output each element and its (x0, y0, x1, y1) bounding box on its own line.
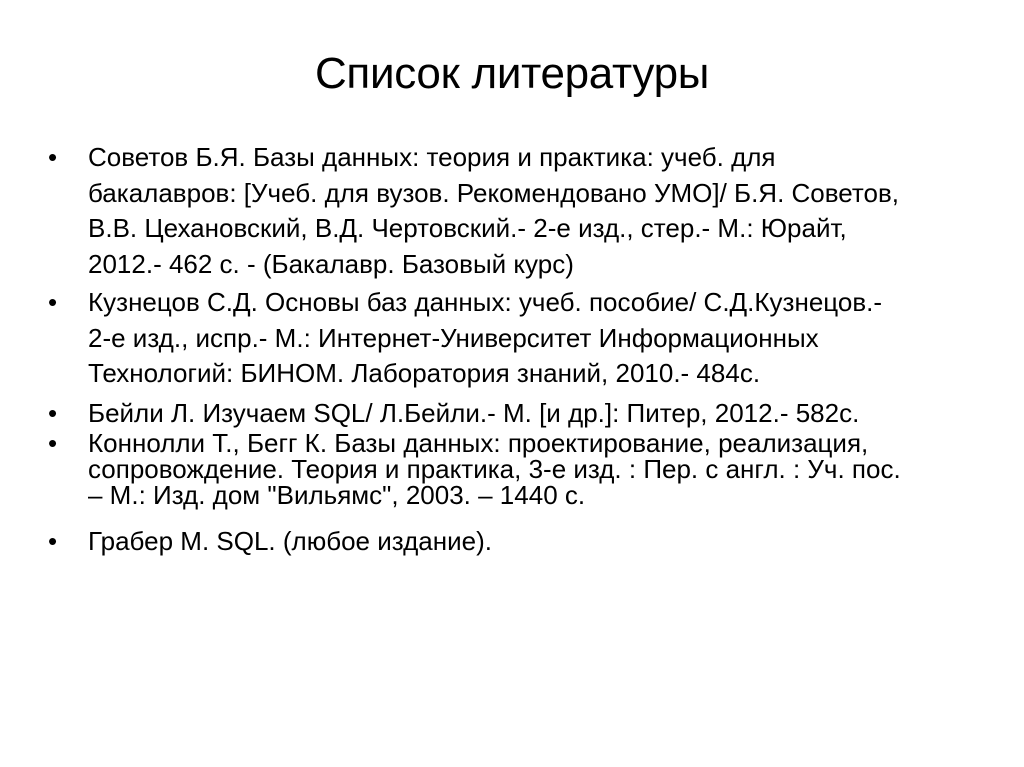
reference-line: Советов Б.Я. Базы данных: теория и практика: учеб. для (88, 142, 776, 172)
reference-item (48, 396, 988, 432)
reference-line: Кузнецов С.Д. Основы баз данных: учеб. пособие/ С.Д.Кузнецов.- (88, 287, 883, 317)
reference-line: Технологий: БИНОМ. Лаборатория знаний, 2010.- 484с. (88, 358, 761, 389)
reference-line: Грабер М. SQL. (любое издание). (88, 526, 492, 556)
reference-item (48, 285, 988, 392)
reference-line: 2012.- 462 с. - (Бакалавр. Базовый курс) (88, 248, 574, 279)
bullet-icon: • (48, 398, 58, 428)
reference-line: В.В. Цехановский, В.Д. Чертовский.- 2-е изд., стер.- М.: Юрайт, (88, 213, 847, 244)
bullet-icon: • (48, 428, 58, 458)
bullet-icon: • (48, 142, 58, 172)
slide-title: Список литературы (314, 49, 710, 98)
bullet-icon: • (48, 287, 58, 317)
reference-line: 2-е изд., испр.- М.: Интернет-Университет Информационных (88, 322, 819, 353)
reference-item (48, 428, 988, 510)
reference-item (48, 524, 988, 560)
reference-line: – М.: Изд. дом "Вильямс", 2003. – 1440 с. (88, 480, 586, 510)
reference-line: Коннолли Т., Бегг К. Базы данных: проектирование, реализация, (88, 428, 869, 458)
reference-line: Бейли Л. Изучаем SQL/ Л.Бейли.- М. [и др.]: Питер, 2012.- 582с. (88, 398, 860, 428)
reference-line: бакалавров: [Учеб. для вузов. Рекомендовано УМО]/ Б.Я. Советов, (88, 177, 899, 208)
reference-item (48, 140, 988, 282)
bullet-icon: • (48, 526, 58, 556)
reference-line: сопровождение. Теория и практика, 3-е изд. : Пер. с англ. : Уч. пос. (88, 454, 901, 484)
